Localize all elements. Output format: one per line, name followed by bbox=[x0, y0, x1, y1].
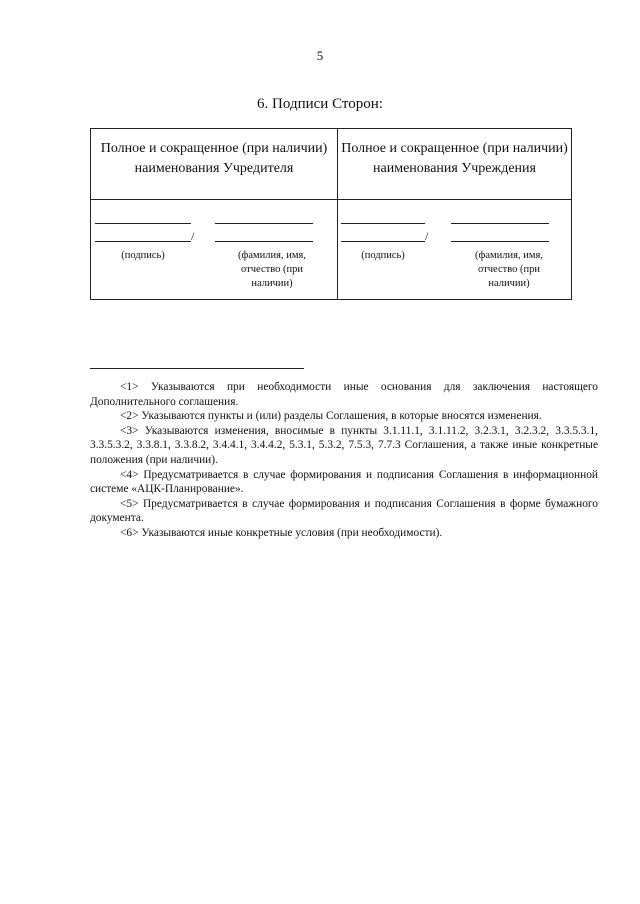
footnote-5: <5> Предусматривается в случае формирования и подписания Соглашения в форме бумажного документа. bbox=[90, 497, 598, 525]
institution-fullname-line bbox=[451, 241, 549, 242]
founder-signature-line bbox=[95, 241, 191, 242]
footnote-2: <2> Указываются пункты и (или) разделы Соглашения, в которые вносятся изменения. bbox=[120, 410, 542, 423]
row-divider bbox=[91, 199, 571, 200]
footnote-4: <4> Предусматривается в случае формирования и подписания Соглашения в информационной системе «АЦК-Планирование». bbox=[90, 468, 598, 496]
institution-name-line bbox=[341, 223, 425, 224]
footnote-separator bbox=[90, 368, 304, 369]
institution-signature-label: (подпись) bbox=[361, 250, 405, 261]
signature-table bbox=[90, 128, 572, 300]
footnote-3: <3> Указываются изменения, вносимые в пункты 3.1.11.1, 3.1.11.2, 3.2.3.1, 3.2.3.2, 3.3.5.3.1, 3.3.5.3.2, 3.3.8.1, 3.3.8.2, 3.4.4.1, 3.4.4.2, 5.3.1, 5.3.2, 7.5.3, 7.7.3 Соглашения, а также иные конкретные положения (при наличии). bbox=[90, 424, 598, 466]
founder-name-line bbox=[95, 223, 191, 224]
footnotes bbox=[90, 380, 598, 541]
institution-signature-line bbox=[341, 241, 425, 242]
founder-name-header: Полное и сокращенное (при наличии) наименования Учредителя bbox=[100, 141, 328, 176]
founder-name-line-2 bbox=[215, 223, 313, 224]
institution-name-line-2 bbox=[451, 223, 549, 224]
institution-name-header: Полное и сокращенное (при наличии) наименования Учреждения bbox=[341, 141, 568, 176]
institution-slash: / bbox=[425, 229, 429, 243]
footnote-1: <1> Указываются при необходимости иные основания для заключения настоящего Дополнительного соглашения. bbox=[90, 381, 598, 408]
founder-slash: / bbox=[191, 229, 195, 243]
section-title: 6. Подписи Сторон: bbox=[257, 96, 383, 112]
footnote-6: <6> Указываются иные конкретные условия (при необходимости). bbox=[120, 526, 443, 539]
page-number: 5 bbox=[316, 48, 324, 63]
founder-fullname-label: (фамилия, имя, отчество (при наличии) bbox=[238, 250, 306, 289]
founder-signature-label: (подпись) bbox=[121, 250, 165, 261]
founder-fullname-line bbox=[215, 241, 313, 242]
institution-fullname-label: (фамилия, имя, отчество (при наличии) bbox=[475, 250, 543, 289]
